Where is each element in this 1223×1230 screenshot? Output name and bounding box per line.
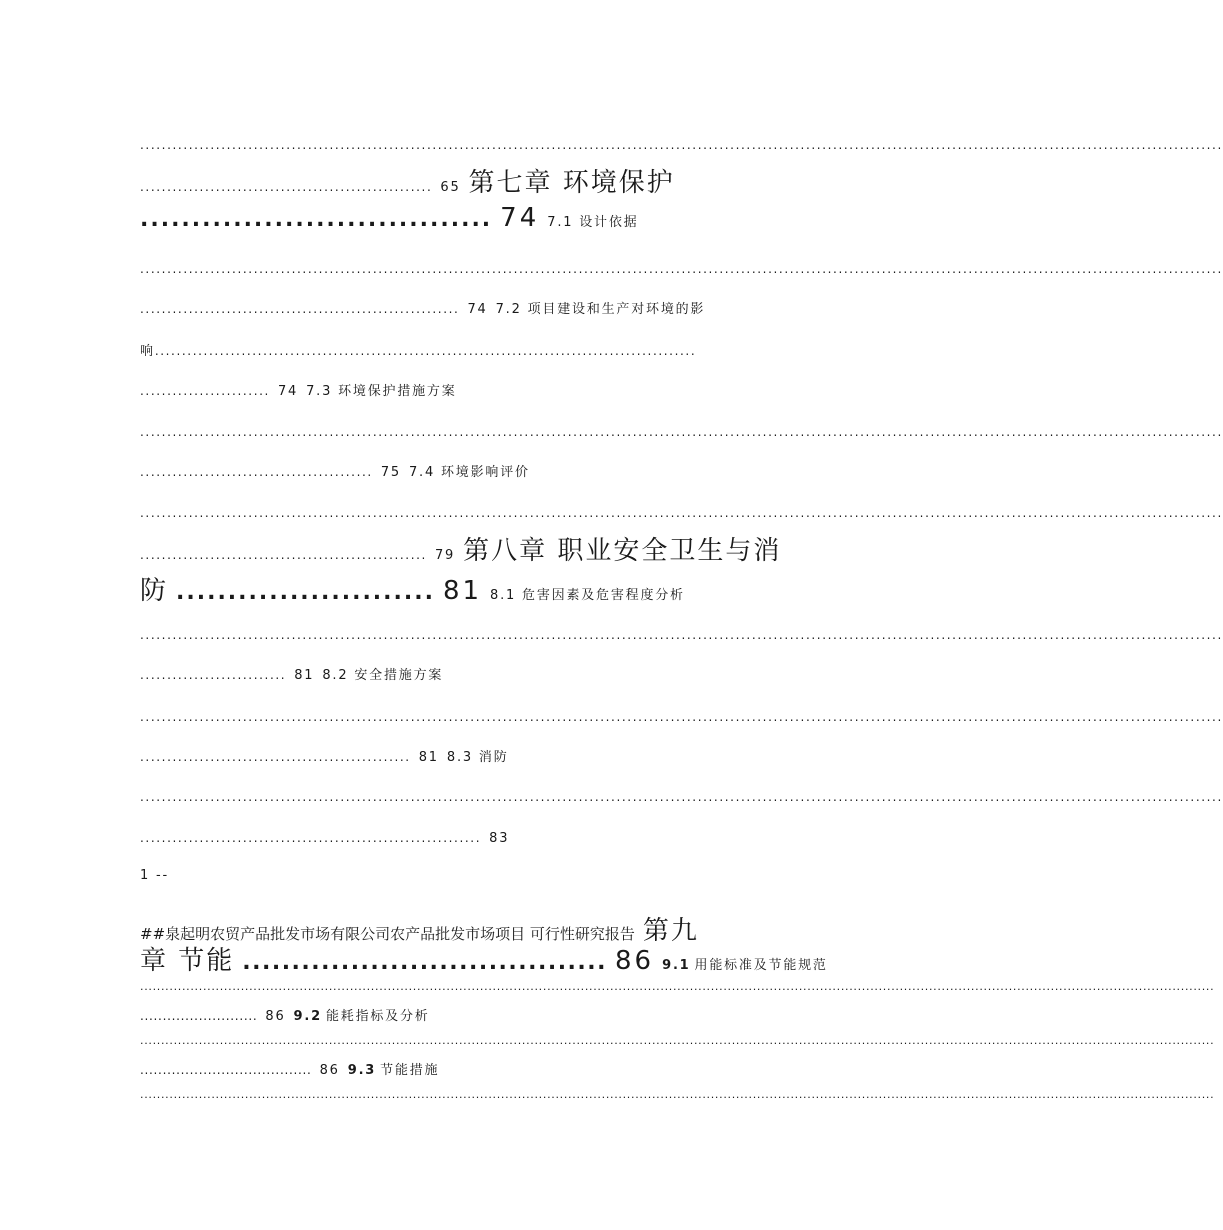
leader-dots: [140, 138, 808, 152]
leader-dots: .........................: [176, 580, 435, 605]
toc-entry-9-3[interactable]: [140, 1059, 808, 1078]
leader-dots: ........................: [140, 384, 270, 398]
section-title: 能耗指标及分析: [325, 1009, 430, 1024]
section-title: 7.4 环境影响评价: [408, 465, 530, 480]
leader-dots: ..........................: [140, 1009, 258, 1023]
page-number: 86: [615, 946, 655, 976]
page-number: 86: [319, 1063, 340, 1078]
toc-entry-8-2[interactable]: [140, 664, 808, 683]
leader-dots: [140, 425, 808, 439]
section-title: 7.2 项目建设和生产对环境的影: [495, 302, 706, 317]
section-number: 9.3: [347, 1063, 377, 1078]
toc-entry-ch7[interactable]: [140, 162, 808, 199]
leader-dots: ...........................................: [140, 465, 373, 479]
leader-dots: [140, 1088, 808, 1102]
chapter-title: 第九: [642, 916, 699, 946]
leader-dots: ......................................................: [140, 180, 433, 194]
page-number: 81: [442, 576, 483, 606]
page-number: 79: [434, 548, 456, 563]
doc-title: ##泉起明农贸产品批发市场有限公司农产品批发市场项目 可行性研究报告: [140, 925, 635, 943]
toc-entry-7-2-cont[interactable]: [140, 340, 808, 359]
page-number: 65: [440, 180, 461, 195]
leader-dots: [140, 1034, 808, 1048]
leader-dots: [140, 628, 808, 642]
page-number: 75: [380, 465, 401, 480]
leader-dots: ..................................................: [140, 750, 411, 764]
leader-dots: .....................................................: [140, 548, 427, 562]
chapter-title: 第七章 环境保护: [468, 168, 675, 198]
toc-entry-ch8[interactable]: [140, 530, 808, 567]
chapter-title-cont: 防: [140, 576, 169, 606]
leader-dots: ..................................: [140, 207, 493, 232]
section-title: 7.1 设计依据: [547, 215, 639, 230]
leader-dots: ...........................: [140, 668, 287, 682]
section-title: 节能措施: [380, 1063, 440, 1078]
page-number: 81: [294, 668, 315, 683]
leader-dots: ....................................................................................................: [154, 344, 697, 358]
leader-dots: [140, 980, 808, 994]
section-number: 9.1: [662, 958, 691, 973]
chapter-title-cont: 章 节能: [140, 946, 235, 976]
page-number: 74: [500, 203, 540, 233]
toc-entry-7-3[interactable]: [140, 380, 808, 399]
leader-dots: [140, 710, 808, 724]
toc-entry-9-2[interactable]: [140, 1005, 808, 1024]
page-number: 86: [265, 1009, 286, 1024]
section-title: 用能标准及节能规范: [694, 958, 828, 973]
page-number: 83: [489, 831, 510, 846]
chapter-title: 第八章 职业安全卫生与消: [463, 536, 782, 566]
leader-dots: ......................................: [140, 1063, 312, 1077]
section-number: 9.2: [293, 1009, 322, 1024]
toc-entry-8-1[interactable]: [140, 570, 808, 607]
page-number: 74: [467, 302, 488, 317]
toc-entry-7-4[interactable]: [140, 461, 808, 480]
leader-dots: [140, 506, 808, 520]
leader-dots: ...............................................................: [140, 831, 482, 845]
toc-entry-end[interactable]: [140, 827, 808, 846]
section-title: 8.2 安全措施方案: [322, 668, 444, 683]
toc-entry-7-1[interactable]: [140, 203, 808, 233]
section-title-cont: 响: [140, 344, 155, 359]
section-title: 8.3 消防: [446, 750, 509, 765]
page-footer-marker: 1 --: [140, 868, 169, 883]
leader-dots: [140, 790, 808, 804]
leader-dots: [140, 262, 808, 276]
leader-dots: ...........................................................: [140, 302, 460, 316]
section-title: 7.3 环境保护措施方案: [306, 384, 457, 399]
page-number: 74: [277, 384, 299, 399]
section-title: 8.1 危害因素及危害程度分析: [490, 588, 685, 603]
toc-entry-7-2[interactable]: [140, 298, 808, 317]
toc-entry-8-3[interactable]: [140, 746, 808, 765]
toc-entry-ch9[interactable]: [140, 940, 828, 977]
page-number: 81: [418, 750, 439, 765]
leader-dots: .....................................: [242, 950, 607, 975]
